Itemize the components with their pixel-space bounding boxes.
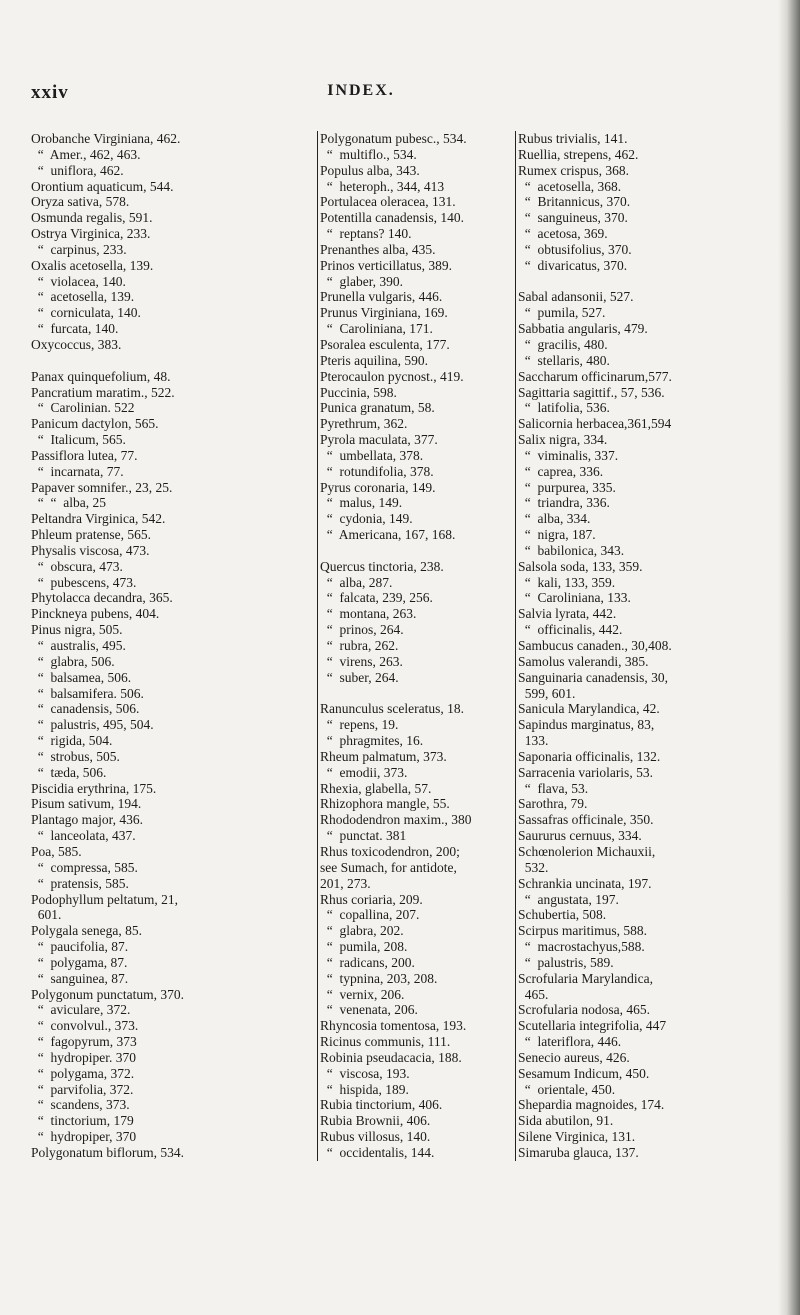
index-entry [320, 543, 516, 559]
index-entry: Rubus trivialis, 141. [518, 131, 628, 146]
index-entry: Quercus tinctoria, 238. [320, 558, 444, 574]
index-entry: “ palustris, 589. [518, 954, 614, 970]
index-entry: Passiflora lutea, 77. [31, 447, 138, 463]
index-entry: “ carpinus, 233. [31, 241, 127, 257]
index-entry: Sapindus marginatus, 83, [518, 717, 655, 733]
index-entry: Sesamum Indicum, 450. [518, 1065, 650, 1081]
index-entry: see Sumach, for antidote, [320, 859, 457, 875]
index-entry: “ violacea, 140. [31, 273, 126, 289]
index-entry: “ vernix, 206. [320, 986, 405, 1002]
index-entry: Poa, 585. [31, 843, 82, 859]
index-column-1 [31, 131, 314, 1161]
index-entry: Pyrus coronaria, 149. [320, 479, 436, 495]
index-entry: 532. [518, 859, 549, 875]
index-entry: Orobanche Virginiana, 462. [31, 131, 181, 146]
index-entry: Pyrethrum, 362. [320, 416, 408, 432]
index-entry: “ corniculata, 140. [31, 305, 141, 321]
index-entry: Schœnolerion Michauxii, [518, 843, 656, 859]
index-entry: “ lanceolata, 437. [31, 828, 136, 844]
index-entry: “ scandens, 373. [31, 1097, 130, 1113]
index-entry: “ palustris, 495, 504. [31, 717, 154, 733]
index-entry: Piscidia erythrina, 175. [31, 780, 157, 796]
index-entry: Rumex crispus, 368. [518, 162, 629, 178]
index-entry: “ montana, 263. [320, 606, 417, 622]
index-entry: “ virens, 263. [320, 653, 403, 669]
index-entry: Rhododendron maxim., 380 [320, 812, 472, 828]
index-entry: Psoralea esculenta, 177. [320, 336, 450, 352]
index-entry: Pancratium maratim., 522. [31, 384, 175, 400]
index-entry: “ suber, 264. [320, 669, 399, 685]
index-entry: Salicornia herbacea,361,594 [518, 416, 672, 432]
index-entry: “ polygama, 87. [31, 954, 128, 970]
index-entry: Prunella vulgaris, 446. [320, 289, 443, 305]
index-entry: Rhus coriaria, 209. [320, 891, 423, 907]
index-entry: Sabbatia angularis, 479. [518, 321, 648, 337]
index-entry: 133. [518, 733, 549, 749]
index-entry: “ rigida, 504. [31, 733, 113, 749]
index-entry: Podophyllum peltatum, 21, [31, 891, 178, 907]
index-entry: “ officinalis, 442. [518, 622, 623, 638]
index-entry: Panax quinquefolium, 48. [31, 368, 171, 384]
index-entry: “ rotundifolia, 378. [320, 463, 434, 479]
page-number: xxiv [31, 82, 69, 103]
index-entry: Peltandra Virginica, 542. [31, 511, 166, 527]
index-entry: “ sanguineus, 370. [518, 210, 628, 226]
index-entry: “ pubescens, 473. [31, 574, 137, 590]
index-entry: Oxycoccus, 383. [31, 336, 122, 352]
index-entry: 601. [31, 907, 62, 923]
index-entry: Orontium aquaticum, 544. [31, 178, 174, 194]
index-entry: “ pumila, 208. [320, 939, 408, 955]
index-entry: “ Britannicus, 370. [518, 194, 631, 210]
index-entry: “ caprea, 336. [518, 463, 604, 479]
index-entry [320, 686, 516, 702]
index-entry: Rheum palmatum, 373. [320, 748, 447, 764]
index-entry: “ acetosa, 369. [518, 226, 608, 242]
index-entry: Pyrola maculata, 377. [320, 432, 438, 448]
index-entry: “ hispida, 189. [320, 1081, 409, 1097]
index-entry: Populus alba, 343. [320, 162, 420, 178]
index-entry: “ flava, 53. [518, 780, 589, 796]
index-entry: “ acetosella, 368. [518, 178, 622, 194]
index-entry: “ glabra, 202. [320, 923, 404, 939]
index-entry: “ glaber, 390. [320, 273, 404, 289]
index-entry: Puccinia, 598. [320, 384, 397, 400]
index-entry: “ alba, 334. [518, 511, 591, 527]
index-entry: “ nigra, 187. [518, 527, 596, 543]
index-entry: “ typnina, 203, 208. [320, 970, 438, 986]
index-entry: Sanicula Marylandica, 42. [518, 701, 660, 717]
index-entry: Scirpus maritimus, 588. [518, 923, 647, 939]
index-entry: “ rubra, 262. [320, 638, 399, 653]
index-column-2 [317, 131, 516, 1161]
index-entry: “ incarnata, 77. [31, 463, 124, 479]
index-entry: “ venenata, 206. [320, 1002, 418, 1018]
index-entry: Pisum sativum, 194. [31, 796, 142, 812]
index-entry: “ multiflo., 534. [320, 146, 417, 162]
index-entry: Ruellia, strepens, 462. [518, 146, 639, 162]
index-entry: Papaver somnifer., 23, 25. [31, 479, 173, 495]
index-entry: “ stellaris, 480. [518, 352, 610, 368]
index-entry: “ tinctorium, 179 [31, 1113, 134, 1129]
index-entry: “ viminalis, 337. [518, 447, 619, 463]
index-entry: “ strobus, 505. [31, 748, 120, 764]
index-entry: Salvia lyrata, 442. [518, 606, 617, 622]
index-entry: Schrankia uncinata, 197. [518, 875, 652, 891]
index-entry: Saururus cernuus, 334. [518, 828, 642, 844]
index-entry: 599, 601. [518, 685, 576, 701]
index-entry: Rhus toxicodendron, 200; [320, 843, 460, 859]
index-entry: “ obtusifolius, 370. [518, 241, 632, 257]
index-entry: Pinckneya pubens, 404. [31, 606, 160, 622]
index-entry: Shepardia magnoides, 174. [518, 1097, 665, 1113]
index-entry: “ repens, 19. [320, 717, 399, 733]
index-entry: “ furcata, 140. [31, 321, 119, 337]
index-entry: “ aviculare, 372. [31, 1002, 131, 1018]
index-entry: Pteris aquilina, 590. [320, 352, 428, 368]
index-entry: “ “ alba, 25 [31, 495, 106, 511]
index-entry: “ pumila, 527. [518, 305, 606, 321]
index-entry: “ compressa, 585. [31, 859, 138, 875]
index-entry: “ hydropiper, 370 [31, 1129, 137, 1145]
index-entry: Robinia pseudacacia, 188. [320, 1049, 462, 1065]
index-entry: Sassafras officinale, 350. [518, 812, 654, 828]
index-entry: Ranunculus sceleratus, 18. [320, 701, 464, 717]
index-entry: “ malus, 149. [320, 495, 403, 511]
index-entry: “ balsamifera. 506. [31, 685, 144, 701]
index-entry [31, 353, 314, 369]
index-entry: “ kali, 133, 359. [518, 574, 616, 590]
index-entry: “ angustata, 197. [518, 891, 619, 907]
index-entry: “ reptans? 140. [320, 226, 412, 242]
index-entry: Prunus Virginiana, 169. [320, 305, 448, 321]
index-entry: Sabal adansonii, 527. [518, 289, 634, 305]
index-entry: Salsola soda, 133, 359. [518, 558, 643, 574]
index-entry: “ alba, 287. [320, 574, 393, 590]
index-entry: Scutellaria integrifolia, 447 [518, 1018, 667, 1034]
index-entry: Senecio aureus, 426. [518, 1049, 630, 1065]
index-entry: “ gracilis, 480. [518, 336, 608, 352]
page-header [31, 82, 691, 110]
index-entry: “ copallina, 207. [320, 907, 420, 923]
index-entry: “ fagopyrum, 373 [31, 1034, 137, 1050]
index-entry: Phleum pratense, 565. [31, 527, 151, 543]
index-entry: Phytolacca decandra, 365. [31, 590, 173, 606]
index-entry: “ cydonia, 149. [320, 511, 413, 527]
index-entry: Rubus villosus, 140. [320, 1129, 431, 1145]
index-entry: “ falcata, 239, 256. [320, 590, 433, 606]
index-entry: “ Caroliniana, 133. [518, 590, 631, 606]
index-entry: “ sanguinea, 87. [31, 970, 129, 986]
index-entry: Scrofularia nodosa, 465. [518, 1002, 650, 1018]
index-entry: Sagittaria sagittif., 57, 536. [518, 384, 665, 400]
index-entry: “ tæda, 506. [31, 764, 107, 780]
index-entry: “ phragmites, 16. [320, 733, 424, 749]
index-column-3 [515, 131, 758, 1161]
index-entry: Rhizophora mangle, 55. [320, 796, 450, 812]
index-entry: Polygala senega, 85. [31, 923, 142, 939]
index-entry [518, 274, 758, 290]
index-entry: Rhyncosia tomentosa, 193. [320, 1018, 467, 1034]
index-entry: “ convolvul., 373. [31, 1018, 139, 1034]
index-entry: “ umbellata, 378. [320, 447, 424, 463]
index-entry: Sida abutilon, 91. [518, 1113, 614, 1129]
index-entry: “ babilonica, 343. [518, 542, 625, 558]
index-entry: “ punctat. 381 [320, 828, 407, 844]
index-entry: “ radicans, 200. [320, 954, 415, 970]
index-entry: Sanguinaria canadensis, 30, [518, 669, 668, 685]
index-entry: Punica granatum, 58. [320, 400, 435, 416]
index-entry: Simaruba glauca, 137. [518, 1145, 639, 1160]
index-entry: “ emodii, 373. [320, 764, 408, 780]
index-entry: “ heteroph., 344, 413 [320, 178, 445, 194]
index-entry: “ acetosella, 139. [31, 289, 135, 305]
index-entry: Pinus nigra, 505. [31, 622, 123, 638]
index-entry: Panicum dactylon, 565. [31, 416, 159, 432]
index-entry: Polygonatum pubesc., 534. [320, 131, 467, 146]
index-entry: “ triandra, 336. [518, 495, 610, 511]
index-entry: Plantago major, 436. [31, 812, 143, 828]
index-entry: Potentilla canadensis, 140. [320, 210, 464, 226]
index-entry: “ Caroliniana, 171. [320, 321, 433, 337]
index-entry: Schubertia, 508. [518, 907, 607, 923]
index-entry: Sarracenia variolaris, 53. [518, 764, 653, 780]
index-entry: Oryza sativa, 578. [31, 194, 130, 210]
index-entry: Ricinus communis, 111. [320, 1034, 451, 1050]
index-entry: “ Carolinian. 522 [31, 400, 135, 416]
index-entry: “ Americana, 167, 168. [320, 527, 456, 543]
index-entry: Rubia Brownii, 406. [320, 1113, 431, 1129]
index-entry: Sambucus canaden., 30,408. [518, 638, 672, 653]
index-entry: “ Italicum, 565. [31, 432, 126, 448]
index-entry: “ divaricatus, 370. [518, 257, 628, 273]
index-entry: “ macrostachyus,588. [518, 939, 645, 955]
index-entry: Polygonatum biflorum, 534. [31, 1145, 184, 1160]
index-entry: “ viscosa, 193. [320, 1065, 410, 1081]
index-entry: Samolus valerandi, 385. [518, 653, 649, 669]
index-entry: 465. [518, 986, 549, 1002]
index-entry: “ prinos, 264. [320, 622, 404, 638]
index-entry: Silene Virginica, 131. [518, 1129, 636, 1145]
index-entry: “ hydropiper. 370 [31, 1049, 136, 1065]
index-entry: “ uniflora, 462. [31, 162, 124, 178]
index-entry: “ Amer., 462, 463. [31, 146, 141, 162]
index-entry: Rhexia, glabella, 57. [320, 780, 432, 796]
index-entry: “ parvifolia, 372. [31, 1081, 134, 1097]
page-edge-shadow [778, 0, 800, 1315]
index-entry: “ latifolia, 536. [518, 400, 610, 416]
index-entry: “ occidentalis, 144. [320, 1145, 435, 1160]
running-title: INDEX. [327, 82, 395, 99]
index-entry: Ostrya Virginica, 233. [31, 226, 151, 242]
index-entry: Oxalis acetosella, 139. [31, 257, 154, 273]
index-entry: “ purpurea, 335. [518, 479, 616, 495]
index-entry: Prenanthes alba, 435. [320, 241, 436, 257]
index-entry: “ canadensis, 506. [31, 701, 140, 717]
index-entry: “ orientale, 450. [518, 1081, 616, 1097]
index-entry: Physalis viscosa, 473. [31, 542, 150, 558]
index-entry: Saponaria officinalis, 132. [518, 748, 661, 764]
index-entry: “ balsamea, 506. [31, 669, 132, 685]
index-entry: “ australis, 495. [31, 638, 126, 653]
index-entry: “ paucifolia, 87. [31, 939, 129, 955]
index-entry: Polygonum punctatum, 370. [31, 986, 184, 1002]
index-entry: “ lateriflora, 446. [518, 1034, 622, 1050]
index-entry: Osmunda regalis, 591. [31, 210, 153, 226]
index-entry: “ obscura, 473. [31, 558, 123, 574]
index-entry: Scrofularia Marylandica, [518, 970, 653, 986]
index-entry: Salix nigra, 334. [518, 432, 608, 448]
index-entry: Rubia tinctorium, 406. [320, 1097, 443, 1113]
index-entry: “ pratensis, 585. [31, 875, 129, 891]
index-entry: 201, 273. [320, 875, 371, 891]
index-entry: Prinos verticillatus, 389. [320, 257, 452, 273]
index-entry: Portulacea oleracea, 131. [320, 194, 456, 210]
index-entry: Saccharum officinarum,577. [518, 368, 672, 384]
index-entry: “ polygama, 372. [31, 1065, 135, 1081]
index-entry: “ glabra, 506. [31, 653, 115, 669]
index-entry: Sarothra, 79. [518, 796, 588, 812]
index-entry: Pterocaulon pycnost., 419. [320, 368, 464, 384]
